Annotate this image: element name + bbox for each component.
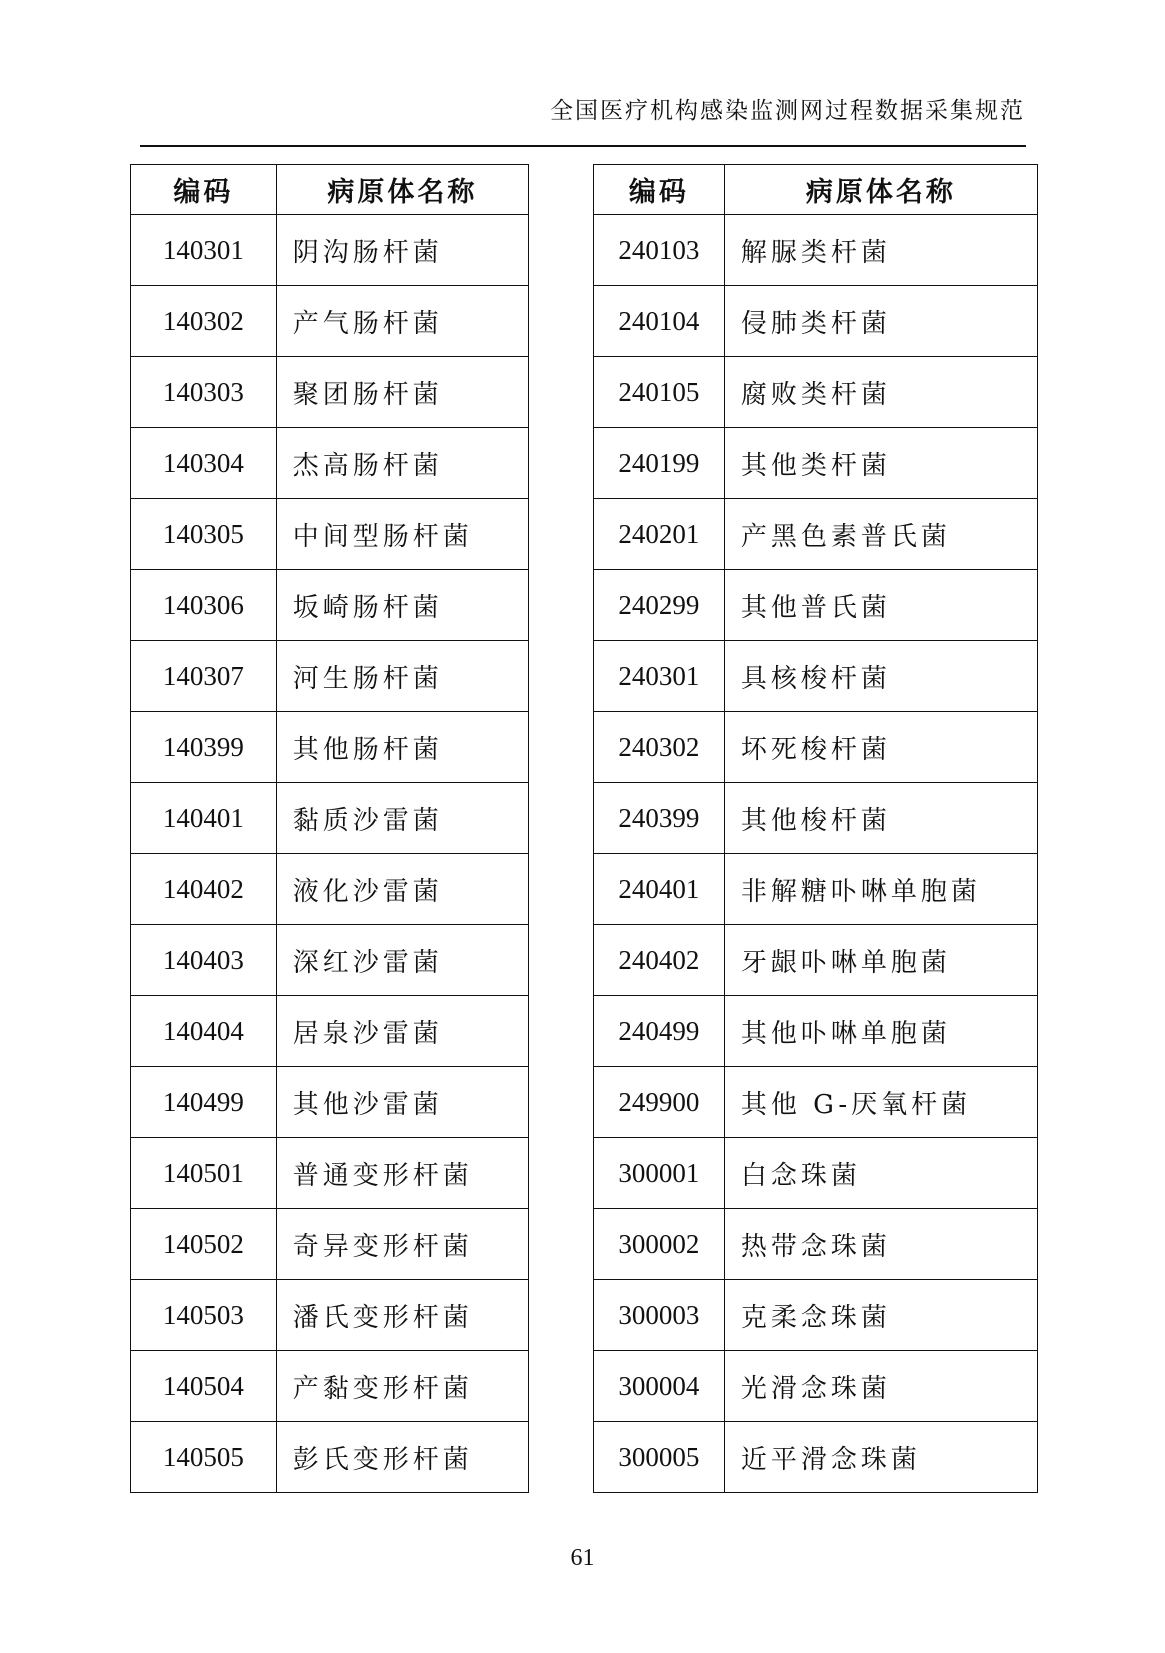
pathogen-code-cell: 240402 [594,925,725,996]
pathogen-name-cell: 侵肺类杆菌 [724,286,1037,357]
pathogen-code-cell: 140501 [131,1138,277,1209]
table-row [131,783,529,854]
table-row [594,854,1038,925]
pathogen-code-cell: 140401 [131,783,277,854]
table-row [131,925,529,996]
pathogen-code-cell: 140305 [131,499,277,570]
column-header-code: 编码 [131,165,277,215]
table-row [131,854,529,925]
table-row [594,428,1038,499]
column-header-name: 病原体名称 [276,165,528,215]
table-row [594,1138,1038,1209]
pathogen-code-cell: 240201 [594,499,725,570]
pathogen-code-cell: 140304 [131,428,277,499]
table-row [594,712,1038,783]
pathogen-name-cell: 坂崎肠杆菌 [276,570,528,641]
pathogen-code-cell: 140306 [131,570,277,641]
pathogen-name-cell: 阴沟肠杆菌 [276,215,528,286]
pathogen-name-cell: 其他梭杆菌 [724,783,1037,854]
table-row [131,996,529,1067]
table-row [131,1209,529,1280]
table-row [131,357,529,428]
pathogen-code-cell: 140301 [131,215,277,286]
pathogen-name-cell: 普通变形杆菌 [276,1138,528,1209]
table-row [594,1351,1038,1422]
pathogen-name-cell: 白念珠菌 [724,1138,1037,1209]
table-row [131,1422,529,1493]
pathogen-name-cell: 其他卟啉单胞菌 [724,996,1037,1067]
pathogen-name-cell: 其他普氏菌 [724,570,1037,641]
pathogen-code-cell: 140499 [131,1067,277,1138]
pathogen-code-cell: 240105 [594,357,725,428]
pathogen-name-cell: 深红沙雷菌 [276,925,528,996]
table-row [594,641,1038,712]
pathogen-code-cell: 240299 [594,570,725,641]
table-row [131,712,529,783]
table-row [131,641,529,712]
pathogen-code-cell: 140404 [131,996,277,1067]
pathogen-code-cell: 300002 [594,1209,725,1280]
column-header-code: 编码 [594,165,725,215]
pathogen-table-right [593,164,1038,1493]
table-row [594,1280,1038,1351]
pathogen-name-cell: 潘氏变形杆菌 [276,1280,528,1351]
pathogen-code-cell: 240199 [594,428,725,499]
table-row [594,783,1038,854]
pathogen-name-cell: 光滑念珠菌 [724,1351,1037,1422]
pathogen-name-cell: 其他沙雷菌 [276,1067,528,1138]
pathogen-name-cell: 热带念珠菌 [724,1209,1037,1280]
table-row [594,499,1038,570]
pathogen-code-cell: 240104 [594,286,725,357]
pathogen-name-cell: 坏死梭杆菌 [724,712,1037,783]
pathogen-name-cell: 解脲类杆菌 [724,215,1037,286]
pathogen-code-cell: 240301 [594,641,725,712]
pathogen-code-cell: 140503 [131,1280,277,1351]
column-header-name: 病原体名称 [724,165,1037,215]
pathogen-name-cell: 其他 G-厌氧杆菌 [724,1067,1037,1138]
pathogen-code-cell: 240499 [594,996,725,1067]
pathogen-code-cell: 140402 [131,854,277,925]
pathogen-name-cell: 克柔念珠菌 [724,1280,1037,1351]
pathogen-code-cell: 140504 [131,1351,277,1422]
table-row [131,499,529,570]
pathogen-code-cell: 240401 [594,854,725,925]
pathogen-name-cell: 液化沙雷菌 [276,854,528,925]
pathogen-code-cell: 140403 [131,925,277,996]
table-row [131,1351,529,1422]
pathogen-name-cell: 产黑色素普氏菌 [724,499,1037,570]
table-header-row [594,165,1038,215]
pathogen-code-cell: 240103 [594,215,725,286]
table-row [131,1067,529,1138]
pathogen-name-cell: 非解糖卟啉单胞菌 [724,854,1037,925]
pathogen-name-cell: 奇异变形杆菌 [276,1209,528,1280]
document-header-title: 全国医疗机构感染监测网过程数据采集规范 [550,98,1025,124]
pathogen-name-cell: 黏质沙雷菌 [276,783,528,854]
pathogen-code-cell: 300004 [594,1351,725,1422]
pathogen-code-cell: 249900 [594,1067,725,1138]
table-row [131,1280,529,1351]
pathogen-code-cell: 240399 [594,783,725,854]
pathogen-code-cell: 140307 [131,641,277,712]
table-row [594,1422,1038,1493]
table-row [594,215,1038,286]
table-row [131,570,529,641]
table-row [594,570,1038,641]
pathogen-name-cell: 其他类杆菌 [724,428,1037,499]
table-row [594,925,1038,996]
pathogen-code-cell: 140399 [131,712,277,783]
pathogen-code-cell: 140302 [131,286,277,357]
pathogen-name-cell: 牙龈卟啉单胞菌 [724,925,1037,996]
pathogen-name-cell: 产气肠杆菌 [276,286,528,357]
table-row [131,286,529,357]
table-row [594,1209,1038,1280]
pathogen-name-cell: 杰高肠杆菌 [276,428,528,499]
pathogen-code-cell: 300003 [594,1280,725,1351]
pathogen-name-cell: 其他肠杆菌 [276,712,528,783]
table-row [594,357,1038,428]
pathogen-name-cell: 具核梭杆菌 [724,641,1037,712]
pathogen-name-cell: 近平滑念珠菌 [724,1422,1037,1493]
pathogen-code-cell: 140303 [131,357,277,428]
pathogen-table-left [130,164,529,1493]
table-row [131,428,529,499]
pathogen-code-cell: 240302 [594,712,725,783]
pathogen-name-cell: 中间型肠杆菌 [276,499,528,570]
table-row [594,1067,1038,1138]
pathogen-name-cell: 彭氏变形杆菌 [276,1422,528,1493]
table-row [131,215,529,286]
pathogen-code-cell: 300001 [594,1138,725,1209]
pathogen-name-cell: 聚团肠杆菌 [276,357,528,428]
table-row [594,996,1038,1067]
pathogen-name-cell: 河生肠杆菌 [276,641,528,712]
pathogen-code-cell: 140502 [131,1209,277,1280]
pathogen-name-cell: 腐败类杆菌 [724,357,1037,428]
header-divider [140,145,1026,147]
pathogen-name-cell: 产黏变形杆菌 [276,1351,528,1422]
table-row [131,1138,529,1209]
pathogen-code-cell: 300005 [594,1422,725,1493]
table-row [594,286,1038,357]
table-header-row [131,165,529,215]
page-number: 61 [570,1545,595,1571]
pathogen-name-cell: 居泉沙雷菌 [276,996,528,1067]
pathogen-code-cell: 140505 [131,1422,277,1493]
